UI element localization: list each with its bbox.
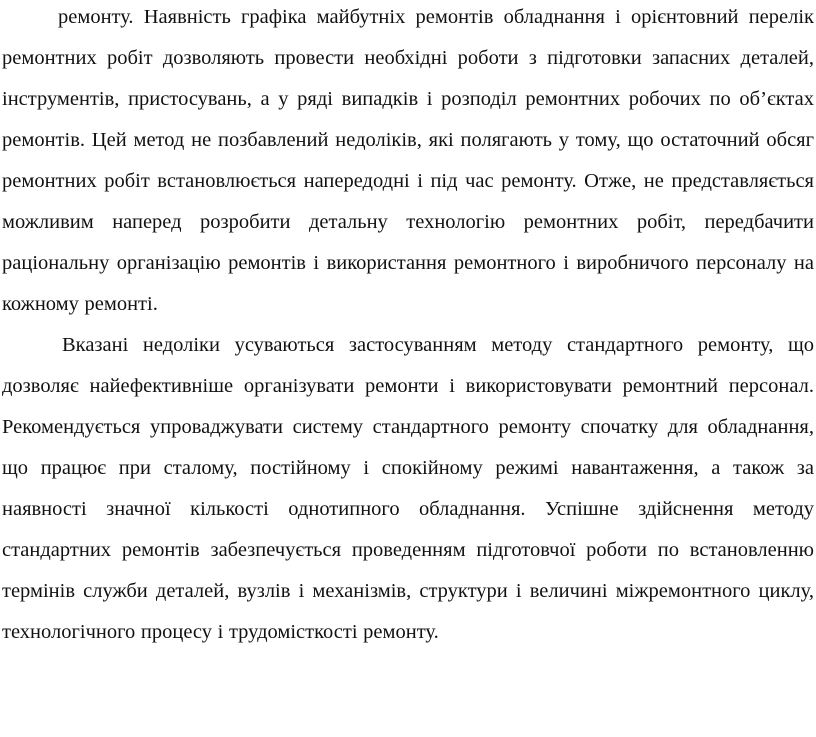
paragraph-repair-schedule: ремонту. Наявність графіка майбутніх ремонтів обладнання і орієнтовний перелік ремонтних робіт дозволяють провести необхідні роботи з підготовки запасних деталей, інструментів, пристосувань, а у ряді випадків і розподіл ремонтних робочих по об’єктах ремонтів. Цей метод не позбавлений недоліків, які полягають у тому, що остаточний обсяг ремонтних робіт встановлюється напередодні і під час ремонту. Отже, не представляється можливим наперед розробити детальну технологію ремонтних робіт, передбачити раціональну організацію ремонтів і використання ремонтного і виробничого персоналу на кожному ремонті. bbox=[2, 6, 814, 315]
document-page bbox=[2, 0, 814, 653]
paragraph-standard-repair-method: Вказані недоліки усуваються застосуванням методу стандартного ремонту, що дозволяє найефективніше організувати ремонти і використовувати ремонтний персонал. Рекомендується упроваджувати систему стандартного ремонту спочатку для обладнання, що працює при сталому, постійному і спокійному режимі навантаження, а також за наявності значної кількості однотипного обладнання. Успішне здійснення методу стандартних ремонтів забезпечується проведенням підготовчої роботи по встановленню термінів служби деталей, вузлів і механізмів, структури і величині міжремонтного циклу, технологічного процесу і трудомісткості ремонту. bbox=[2, 334, 814, 643]
